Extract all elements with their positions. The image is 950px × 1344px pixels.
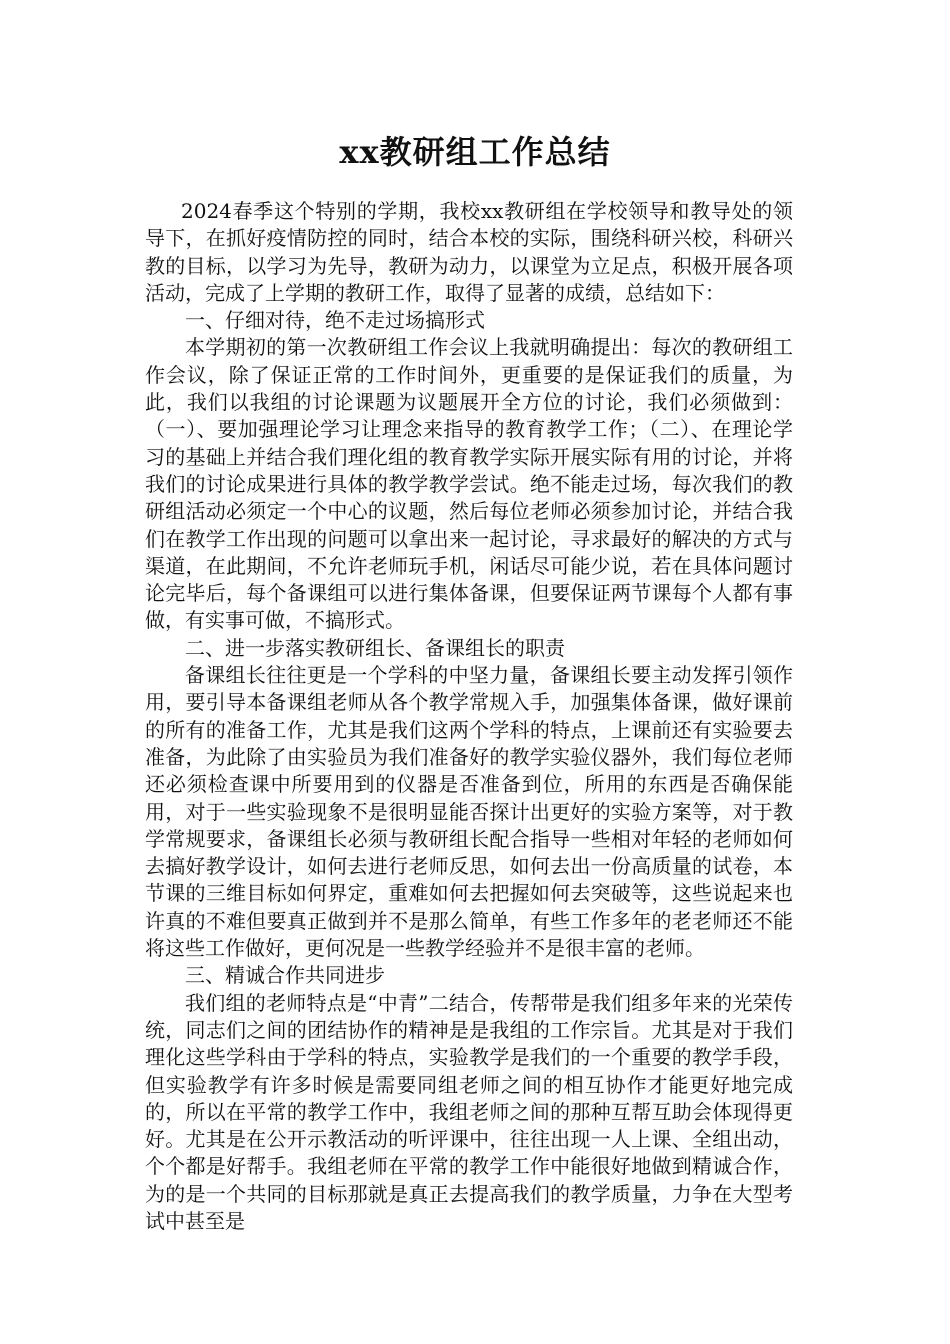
section-paragraph-2: 备课组长往往更是一个学科的中坚力量，备课组长要主动发挥引领作用，要引导本备课组老师从各个教学常规入手，加强集体备课，做好课前的所有的准备工作，尤其是我们这两个学科的特点，上课前还有实验要去准备，为此除了由实验员为我们准备好的教学实验仪器外，我们每位老师还必须检查课中所要用到的仪器是否准备到位，所用的东西是否确保能用，对于一些实验现象不是很明显能否探计出更好的实验方案等，对于教学常规要求，备课组长必须与教研组长配合指导一些相对年轻的老师如何去搞好教学设计，如何去进行老师反思，如何去出一份高质量的试卷，本节课的三维目标如何界定，重难如何去把握如何去突破等，这些说起来也许真的不难但要真正做到并不是那么简单，有些工作多年的老老师还不能将这些工作做好，更何况是一些教学经验并不是很丰富的老师。 — [145, 663, 793, 961]
section-heading-2: 二、进一步落实教研组长、备课组长的职责 — [185, 635, 565, 660]
section-paragraph-1: 本学期初的第一次教研组工作会议上我就明确提出：每次的教研组工作会议，除了保证正常的工作时间外，更重要的是保证我们的质量，为此，我们以我组的讨论课题为议题展开全方位的讨论，我们必须做到：（一）、要加强理论学习让理念来指导的教育教学工作；（二）、在理论学习的基础上并结合我们理化组的教育教学实际开展实际有用的讨论，并将我们的讨论成果进行具体的教学教学尝试。绝不能走过场，每次我们的教研组活动必须定一个中心的议题，然后每位老师必须参加讨论，并结合我们在教学工作出现的问题可以拿出来一起讨论，寻求最好的解决的方式与渠道，在此期间，不允许老师玩手机，闲话尽可能少说，若在具体问题讨论完毕后，每个备课组可以进行集体备课，但要保证两节课每个人都有事做，有实事可做，不搞形式。 — [145, 335, 793, 633]
intro-paragraph: 2024春季这个特别的学期，我校xx教研组在学校领导和教导处的领导下，在抓好疫情防控的同时，结合本校的实际，围绕科研兴校，科研兴教的目标，以学习为先导，教研为动力，以课堂为立足点，积极开展各项活动，完成了上学期的教研工作，取得了显著的成绩，总结如下： — [145, 199, 793, 305]
section-paragraph-3: 我们组的老师特点是“中青”二结合，传帮带是我们组多年来的光荣传统，同志们之间的团结协作的精神是是我组的工作宗旨。尤其是对于我们理化这些学科由于学科的特点，实验教学是我们的一个重要的教学手段，但实验教学有许多时候是需要同组老师之间的相互协作才能更好地完成的，所以在平常的教学工作中，我组老师之间的那种互帮互助会体现得更好。尤其是在公开示教活动的听评课中，往往出现一人上课、全组出动，个个都是好帮手。我组老师在平常的教学工作中能很好地做到精诚合作，为的是一个共同的目标那就是真正去提高我们的教学质量，力争在大型考试中甚至是 — [145, 990, 793, 1233]
document-body — [145, 198, 793, 1235]
section-heading-3: 三、精诚合作共同进步 — [185, 963, 385, 988]
section-heading-1: 一、仔细对待，绝不走过场搞形式 — [185, 308, 485, 333]
document-title: xx教研组工作总结 — [339, 133, 611, 171]
